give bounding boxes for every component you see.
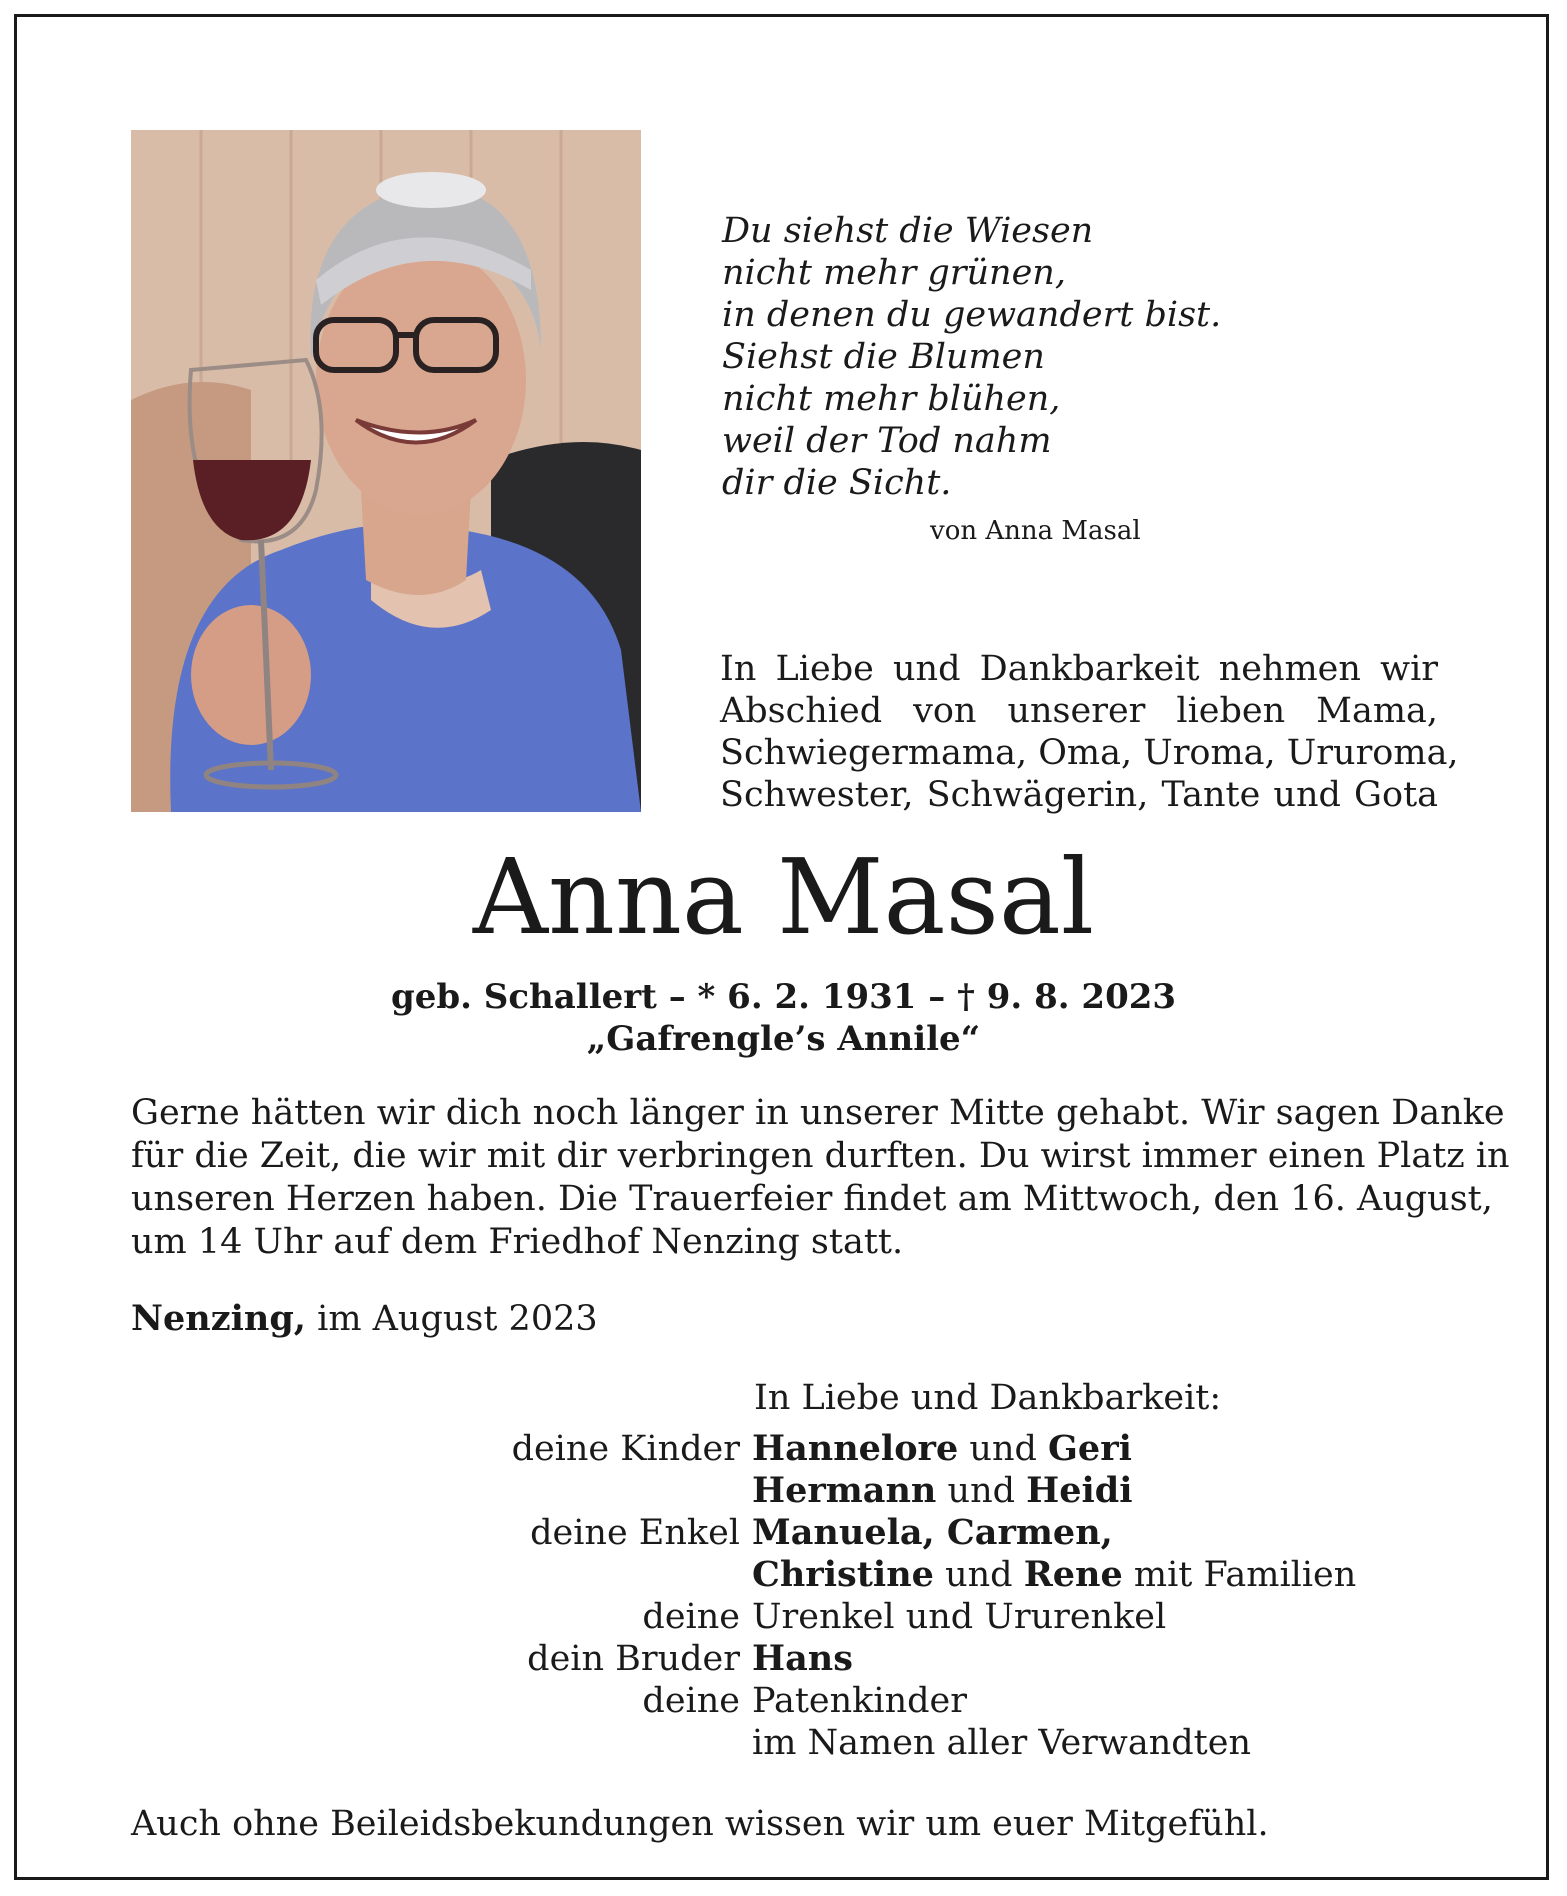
body-line: Gerne hätten wir dich noch länger in unserer Mitte gehabt. Wir sagen Danke [131, 1093, 1505, 1133]
body-line: um 14 Uhr auf dem Friedhof Nenzing statt. [131, 1222, 904, 1262]
poem-line: Siehst die Blumen [722, 337, 1045, 377]
intro-line: Schwester, Schwägerin, Tante und Gota [720, 775, 1438, 815]
poem-line: weil der Tod nahm [722, 421, 1052, 461]
signature-row [330, 1638, 1356, 1680]
nickname: „Gafrengle’s Annile“ [586, 1019, 981, 1059]
intro-line: Schwiegermama, Oma, Uroma, Ururoma, [720, 733, 1459, 773]
signature-label: deine Kinder [511, 1429, 740, 1469]
conjunction: und [945, 1555, 1013, 1595]
signature-names [752, 1512, 1113, 1554]
signature-label: deine [642, 1597, 740, 1637]
signature-names: Urenkel und Ururenkel [752, 1597, 1167, 1637]
body-paragraph [131, 1092, 1510, 1264]
signature-row [330, 1428, 1356, 1470]
signature-label [330, 1722, 752, 1764]
name-bold: Hermann [752, 1470, 937, 1511]
signature-label: deine Enkel [530, 1513, 740, 1553]
name-bold: Heidi [1026, 1470, 1133, 1511]
poem [722, 210, 1221, 504]
name-bold: Hans [752, 1638, 853, 1679]
poem-line: in denen du gewandert bist. [722, 295, 1222, 335]
portrait-illustration [131, 130, 641, 812]
name-bold: Christine [752, 1554, 934, 1595]
signature-names [752, 1554, 1356, 1596]
signature-row [330, 1470, 1356, 1512]
families-text: mit Familien [1133, 1555, 1357, 1595]
signature-label: deine [642, 1681, 740, 1721]
intro-line: In Liebe und Dankbarkeit nehmen wir [720, 649, 1438, 689]
closing-line: Auch ohne Beileidsbekundungen wissen wir um euer Mitgefühl. [131, 1804, 1269, 1844]
name-bold: Rene [1023, 1554, 1123, 1595]
conjunction: und [969, 1429, 1037, 1469]
signature-names: Patenkinder [752, 1681, 967, 1721]
signature-row [330, 1512, 1356, 1554]
signature-row [330, 1680, 1356, 1722]
signature-label [330, 1470, 752, 1512]
body-line: unseren Herzen haben. Die Trauerfeier findet am Mittwoch, den 16. August, [131, 1179, 1493, 1219]
signature-names [752, 1638, 853, 1680]
place-date-text: im August 2023 [317, 1299, 598, 1339]
body-line: für die Zeit, die wir mit dir verbringen durften. Du wirst immer einen Platz in [131, 1136, 1510, 1176]
signature-names [752, 1428, 1132, 1470]
signatures-heading: In Liebe und Dankbarkeit: [754, 1378, 1222, 1418]
name-bold: Manuela, Carmen, [752, 1512, 1113, 1553]
name-bold: Geri [1048, 1428, 1132, 1469]
signature-label [330, 1554, 752, 1596]
poem-author: von Anna Masal [930, 516, 1141, 546]
signatures-list [330, 1428, 1356, 1764]
signature-row [330, 1596, 1356, 1638]
place-town: Nenzing, [131, 1298, 306, 1339]
signature-row [330, 1722, 1356, 1764]
place-date [131, 1298, 598, 1340]
deceased-name: Anna Masal [472, 836, 1095, 958]
signature-row [330, 1554, 1356, 1596]
intro-line: Abschied von unserer lieben Mama, [720, 691, 1438, 731]
intro-text [720, 648, 1459, 816]
poem-line: dir die Sicht. [722, 463, 952, 503]
portrait-photo [131, 130, 641, 812]
signature-label: dein Bruder [527, 1639, 740, 1679]
poem-line: nicht mehr grünen, [722, 253, 1066, 293]
signature-names [752, 1470, 1133, 1512]
name-bold: Hannelore [752, 1428, 959, 1469]
birth-death-dates: geb. Schallert – * 6. 2. 1931 – † 9. 8. 2023 [390, 977, 1177, 1017]
signature-names: im Namen aller Verwandten [752, 1723, 1251, 1763]
poem-line: nicht mehr blühen, [722, 379, 1061, 419]
poem-line: Du siehst die Wiesen [722, 211, 1094, 251]
conjunction: und [947, 1471, 1016, 1511]
